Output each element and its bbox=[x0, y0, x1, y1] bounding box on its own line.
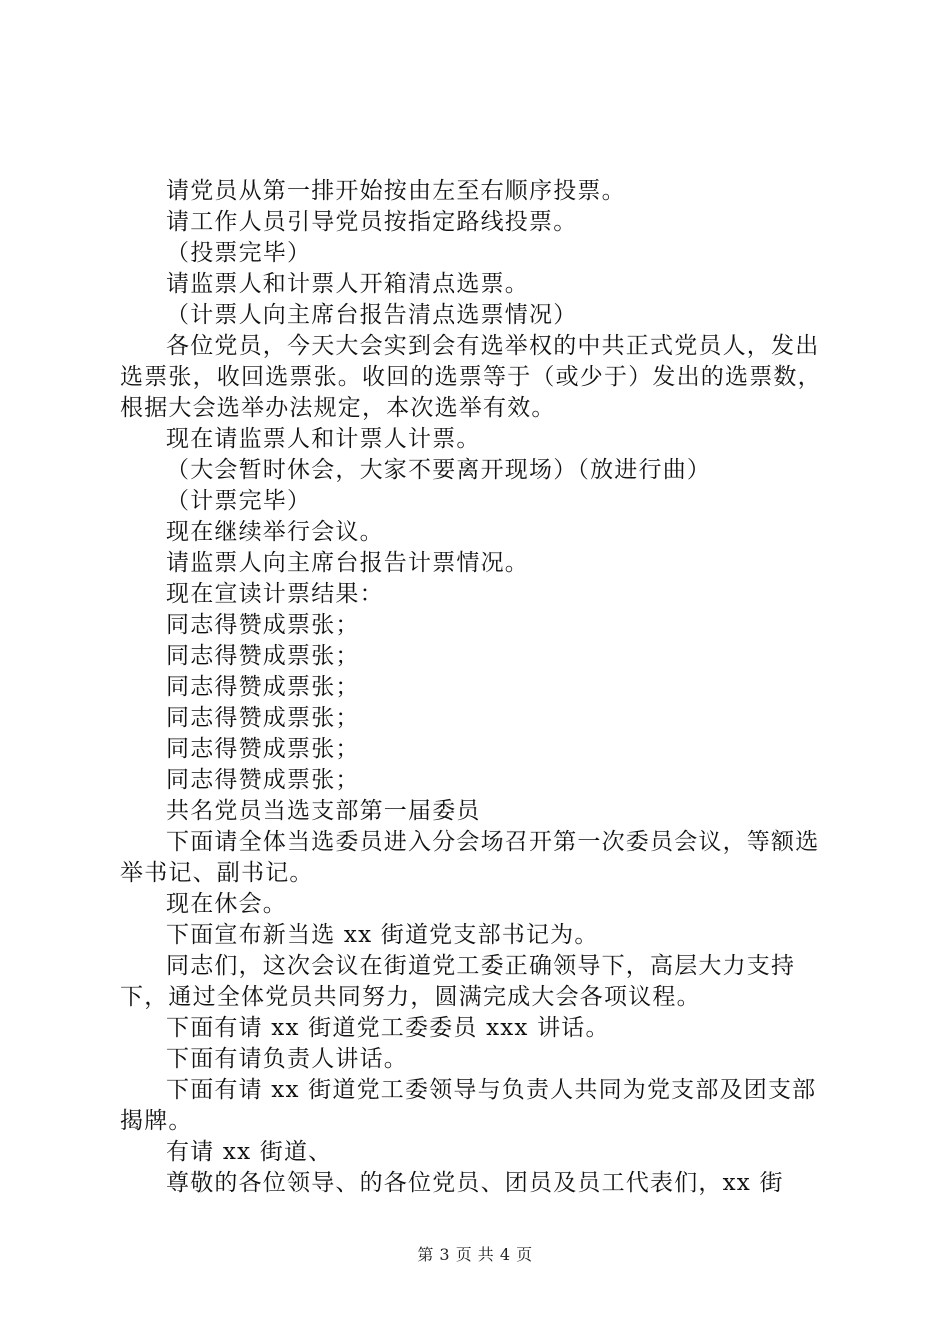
paragraph: 同志们，这次会议在街道党工委正确领导下，高层大力支持下，通过全体党员共同努力，圆满完成大会各项议程。 bbox=[120, 953, 796, 1010]
vote-result-line: 同志得赞成票张； bbox=[166, 767, 360, 793]
paragraph: （计票人向主席台报告清点选票情况） bbox=[166, 302, 578, 328]
vote-result-line: 同志得赞成票张； bbox=[166, 612, 360, 638]
paragraph: 下面有请 xx 街道党工委委员 xxx 讲话。 bbox=[166, 1015, 610, 1041]
paragraph: 下面有请负责人讲话。 bbox=[166, 1046, 408, 1072]
paragraph: 共名党员当选支部第一届委员 bbox=[166, 798, 481, 824]
vote-result-line: 同志得赞成票张； bbox=[166, 736, 360, 762]
document-body bbox=[120, 176, 835, 1199]
paragraph: 下面请全体当选委员进入分会场召开第一次委员会议，等额选举书记、副书记。 bbox=[120, 829, 820, 886]
paragraph: （计票完毕） bbox=[166, 488, 312, 514]
paragraph: 尊敬的各位领导、的各位党员、团员及员工代表们，xx 街 bbox=[166, 1170, 784, 1196]
paragraph: 请工作人员引导党员按指定路线投票。 bbox=[166, 209, 578, 235]
paragraph: 有请 xx 街道、 bbox=[166, 1139, 333, 1165]
vote-result-line: 同志得赞成票张； bbox=[166, 674, 360, 700]
paragraph: 下面有请 xx 街道党工委领导与负责人共同为党支部及团支部揭牌。 bbox=[120, 1077, 817, 1134]
vote-result-line: 同志得赞成票张； bbox=[166, 643, 360, 669]
vote-result-line: 同志得赞成票张； bbox=[166, 705, 360, 731]
paragraph: 请监票人向主席台报告计票情况。 bbox=[166, 550, 529, 576]
paragraph: （大会暂时休会，大家不要离开现场）（放进行曲） bbox=[166, 457, 712, 483]
paragraph: 现在继续举行会议。 bbox=[166, 519, 384, 545]
paragraph: 下面宣布新当选 xx 街道党支部书记为。 bbox=[166, 922, 599, 948]
paragraph: 各位党员，今天大会实到会有选举权的中共正式党员人，发出选票张，收回选票张。收回的选票等于（或少于）发出的选票数，根据大会选举办法规定，本次选举有效。 bbox=[120, 333, 822, 421]
paragraph: 请监票人和计票人开箱清点选票。 bbox=[166, 271, 529, 297]
page-number-footer: 第 3 页 共 4 页 bbox=[417, 1245, 533, 1264]
paragraph: （投票完毕） bbox=[166, 240, 312, 266]
paragraph: 现在休会。 bbox=[166, 891, 287, 917]
paragraph: 现在请监票人和计票人计票。 bbox=[166, 426, 481, 452]
paragraph: 请党员从第一排开始按由左至右顺序投票。 bbox=[166, 178, 626, 204]
paragraph: 现在宣读计票结果： bbox=[166, 581, 384, 607]
